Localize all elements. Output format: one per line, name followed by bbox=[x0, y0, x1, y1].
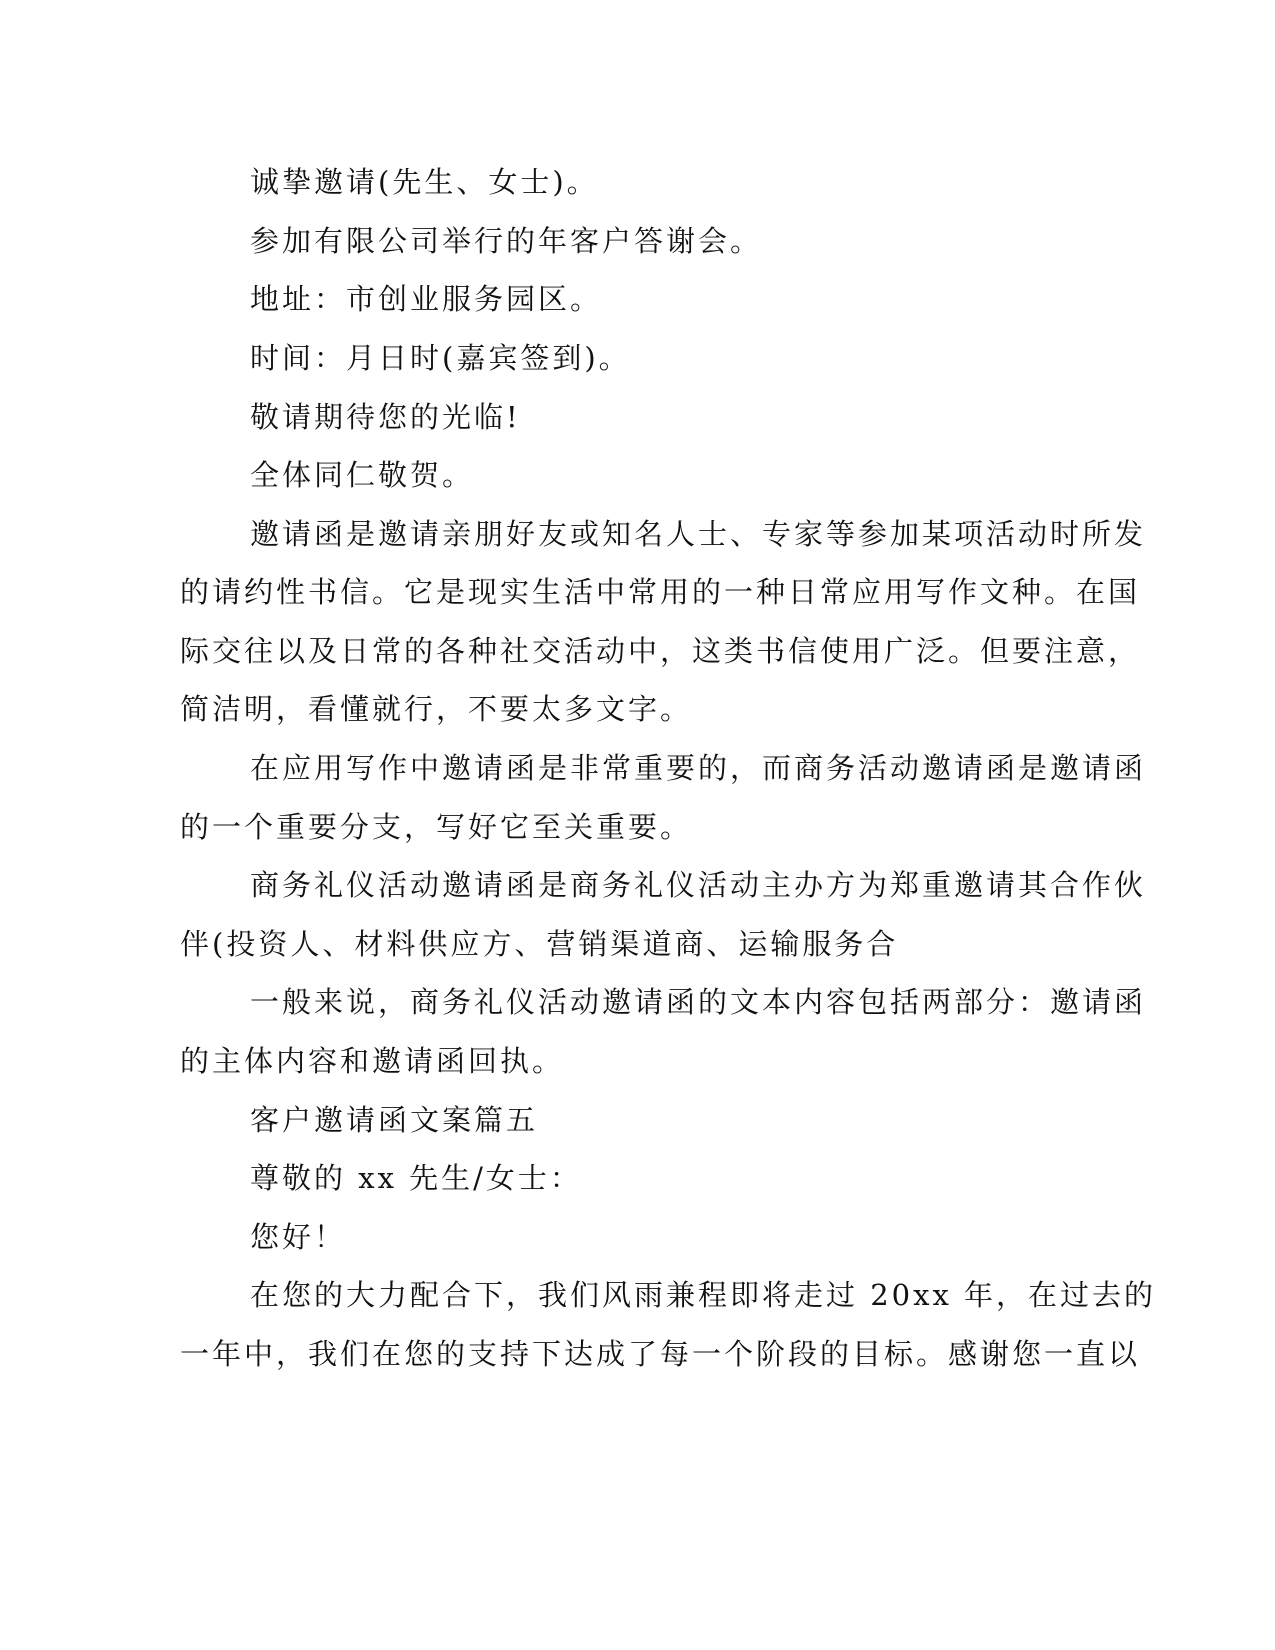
text-line: 伴(投资人、材料供应方、营销渠道商、运输服务合 bbox=[180, 927, 899, 961]
text-line: 参加有限公司举行的年客户答谢会。 bbox=[250, 224, 763, 258]
text-line: 敬请期待您的光临! bbox=[250, 400, 521, 434]
greeting: 您好！ bbox=[250, 1220, 347, 1254]
text-line: 在您的大力配合下，我们风雨兼程即将走过 20xx 年，在过去的 bbox=[250, 1278, 1157, 1312]
text-line: 际交往以及日常的各种社交活动中，这类书信使用广泛。但要注意， bbox=[180, 634, 1141, 668]
text-line: 邀请函是邀请亲朋好友或知名人士、专家等参加某项活动时所发 bbox=[250, 517, 1147, 551]
salutation: 尊敬的 xx 先生/女士： bbox=[250, 1161, 582, 1195]
text-line: 商务礼仪活动邀请函是商务礼仪活动主办方为郑重邀请其合作伙 bbox=[250, 868, 1147, 902]
text-line: 时间：月日时(嘉宾签到)。 bbox=[250, 341, 631, 375]
text-line: 一年中，我们在您的支持下达成了每一个阶段的目标。感谢您一直以 bbox=[180, 1337, 1141, 1371]
section-heading: 客户邀请函文案篇五 bbox=[250, 1103, 539, 1137]
text-line: 全体同仁敬贺。 bbox=[250, 458, 475, 492]
text-line: 的主体内容和邀请函回执。 bbox=[180, 1044, 565, 1078]
text-line: 简洁明，看懂就行，不要太多文字。 bbox=[180, 692, 693, 726]
text-line: 在应用写作中邀请函是非常重要的，而商务活动邀请函是邀请函 bbox=[250, 751, 1147, 785]
text-line: 诚挚邀请(先生、女士)。 bbox=[250, 165, 599, 199]
text-line: 地址：市创业服务园区。 bbox=[250, 282, 603, 316]
text-line: 一般来说，商务礼仪活动邀请函的文本内容包括两部分：邀请函 bbox=[250, 985, 1147, 1019]
text-line: 的一个重要分支，写好它至关重要。 bbox=[180, 810, 693, 844]
text-line: 的请约性书信。它是现实生活中常用的一种日常应用写作文种。在国 bbox=[180, 575, 1141, 609]
